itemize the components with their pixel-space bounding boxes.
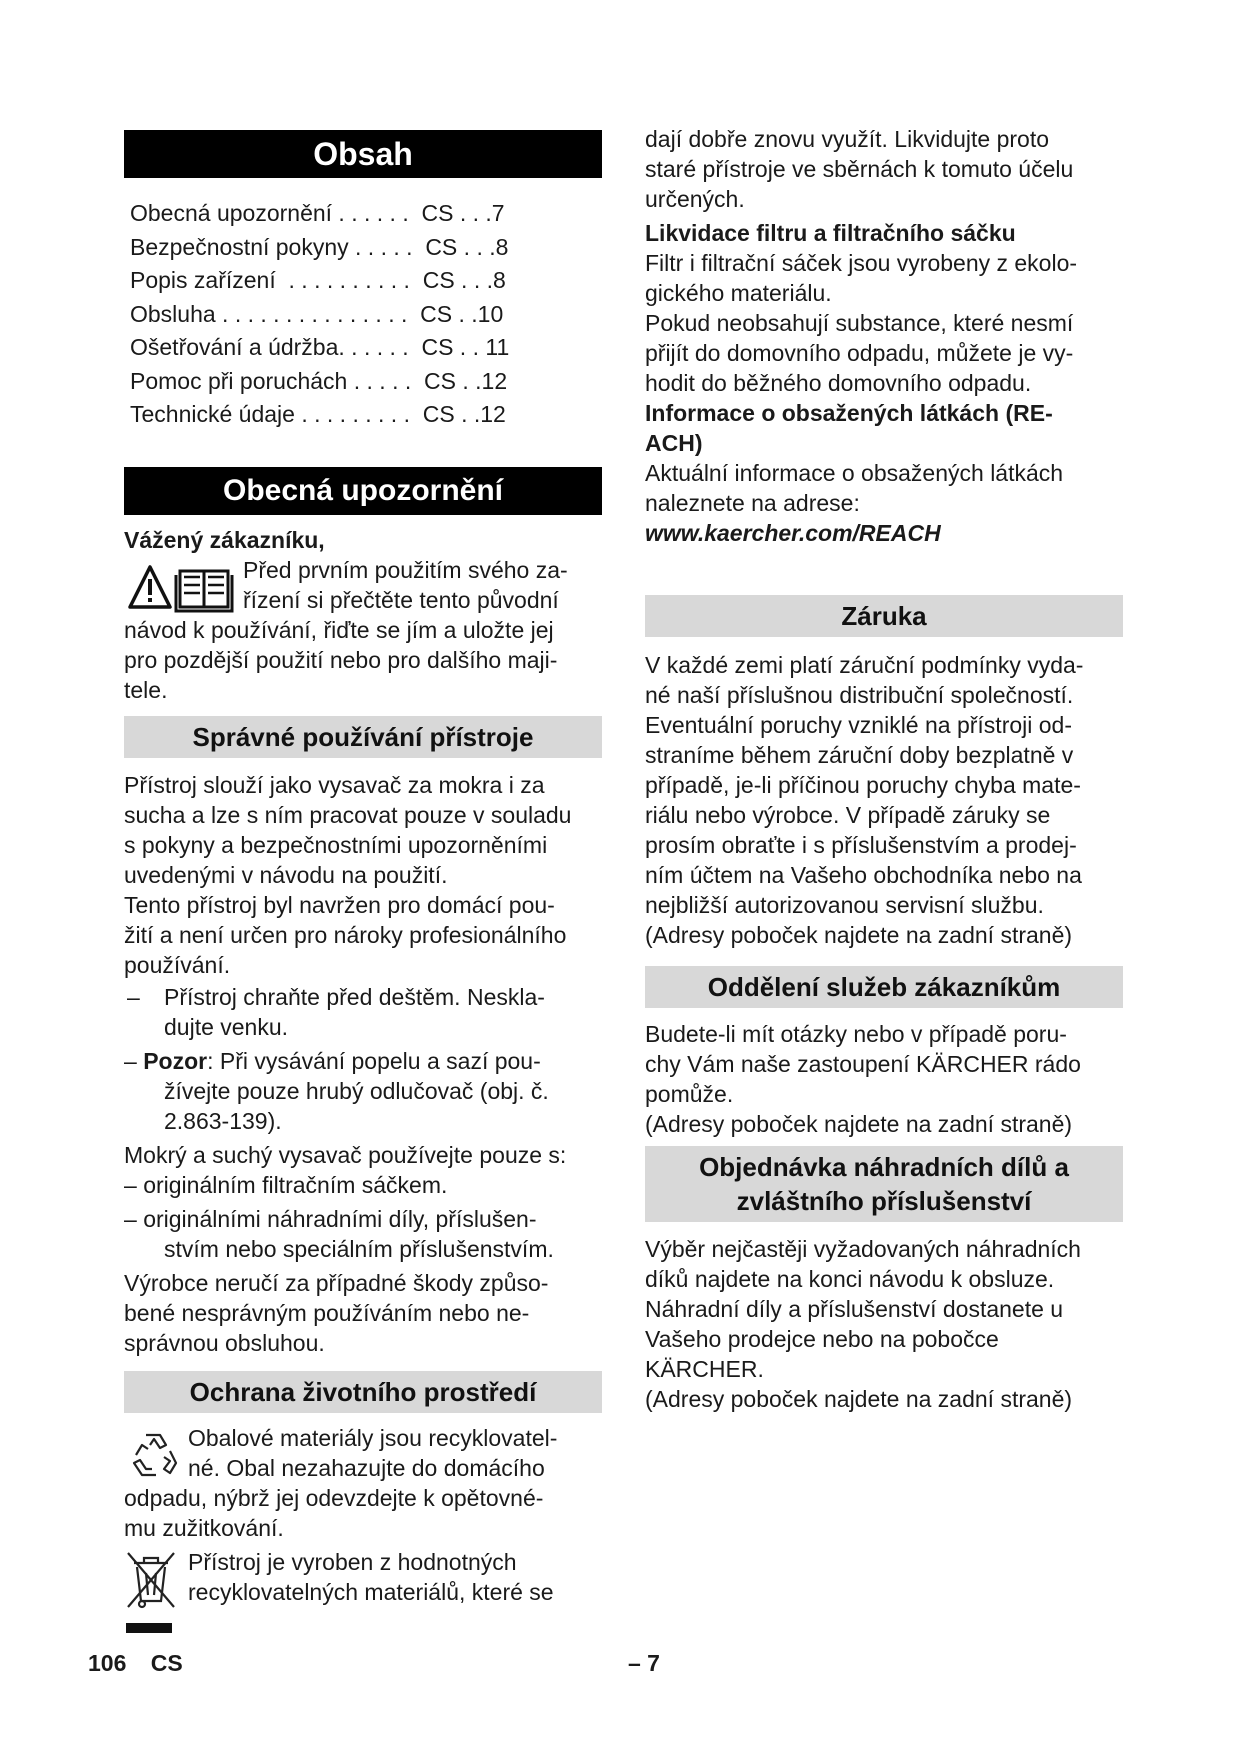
warranty-title: Záruka (841, 601, 927, 631)
subheading: Likvidace filtru a filtračního sáčku (645, 220, 1016, 246)
text-line: (Adresy poboček najdete na zadní straně) (645, 1386, 1073, 1412)
toc-row[interactable]: Obsluha . . . . . . . . . . . . . . . CS . .10 (130, 300, 504, 327)
text-line: Mokrý a suchý vysavač používejte pouze s: (124, 1142, 567, 1168)
text-line: prosím obraťte i s příslušenstvím a prodej- (645, 832, 1077, 858)
toc-row[interactable]: Pomoc při poruchách . . . . . CS . .12 (130, 367, 508, 394)
general-title-bar (124, 467, 602, 515)
dash-bullet: – (124, 1048, 137, 1074)
text-line: 2.863-139). (164, 1108, 282, 1134)
intro-line: Před prvním použitím svého za- (243, 557, 568, 583)
text-line: gického materiálu. (645, 280, 832, 306)
reach-link[interactable]: www.kaercher.com/REACH (645, 520, 941, 546)
text-line: recyklovatelných materiálů, které se (188, 1579, 554, 1605)
environment-title: Ochrana životního prostředí (189, 1377, 537, 1407)
text-line: (Adresy poboček najdete na zadní straně) (645, 922, 1073, 948)
text-line: straníme během záruční doby bezplatně v (645, 742, 1074, 768)
text-line: dujte venku. (164, 1014, 289, 1040)
toc-row[interactable]: Technické údaje . . . . . . . . . CS . .12 (130, 401, 506, 427)
intro-line: tele. (124, 677, 168, 703)
text-line: Náhradní díly a příslušenství dostanete u (645, 1296, 1064, 1322)
proper-use-section (124, 770, 604, 1358)
toc-row[interactable]: Popis zařízení . . . . . . . . . . CS . . .8 (130, 267, 506, 293)
text-line: originálními náhradními díly, příslušen- (143, 1206, 537, 1232)
dash-bullet: – (127, 984, 140, 1010)
intro-line: pro pozdější použití nebo pro dalšího maji- (124, 647, 558, 673)
list-item (124, 1046, 604, 1136)
dash-bullet: – (124, 1172, 137, 1198)
text-line: né. Obal nezahazujte do domácího (188, 1455, 545, 1481)
section-page-number: – 7 (628, 1650, 660, 1676)
parts-section (645, 1234, 1125, 1414)
general-section (124, 525, 604, 705)
parts-title-line: zvláštního příslušenství (736, 1186, 1032, 1216)
environment-section (124, 1423, 604, 1637)
text-line: s pokyny a bezpečnostními upozorněními (124, 832, 548, 858)
text-line: nejbližší autorizovanou servisní službu. (645, 892, 1044, 918)
text-line: Aktuální informace o obsažených látkách (645, 460, 1064, 486)
warranty-title-bar (645, 595, 1123, 637)
text-line: bené nesprávným používáním nebo ne- (124, 1300, 530, 1326)
list-item (124, 982, 604, 1042)
text-line: Výrobce neručí za případné škody způso- (124, 1270, 549, 1296)
text-line: Výběr nejčastěji vyžadovaných náhradních (645, 1236, 1081, 1262)
text-line: Vašeho prodejce nebo na pobočce (645, 1326, 999, 1352)
proper-use-title-bar (124, 716, 602, 758)
recycle-icon (126, 1429, 180, 1481)
text-line: ním účtem na Vašeho obchodníka nebo na (645, 862, 1082, 888)
service-section (645, 1019, 1125, 1139)
text-line: Přístroj je vyroben z hodnotných (188, 1549, 517, 1575)
text-line: mu zužitkování. (124, 1515, 284, 1541)
text-line: staré přístroje ve sběrnách k tomuto účelu (645, 156, 1074, 182)
general-title: Obecná upozornění (222, 474, 504, 507)
text-line: Obalové materiály jsou recyklovatel- (188, 1425, 558, 1451)
text-line: uvedenými v návodu na použití. (124, 862, 448, 888)
toc-title-bar (124, 130, 602, 178)
text-line: díků najdete na konci návodu k obsluze. (645, 1266, 1055, 1292)
toc-row[interactable]: Obecná upozornění . . . . . . CS . . .7 (130, 200, 505, 226)
toc-row[interactable]: Ošetřování a údržba. . . . . . CS . . 11 (130, 334, 510, 360)
text-line: Přístroj chraňte před deštěm. Neskla- (164, 984, 545, 1010)
language-code: CS (150, 1650, 183, 1676)
text-line: naleznete na adrese: (645, 490, 860, 516)
dash-bullet: – (124, 1206, 137, 1232)
text-line: žívejte pouze hrubý odlučovač (obj. č. (164, 1078, 549, 1104)
toc-title: Obsah (313, 136, 413, 172)
text-line: pomůže. (645, 1081, 734, 1107)
text-line: používání. (124, 952, 231, 978)
footer-left (88, 1648, 183, 1678)
intro-line: návod k používání, řiďte se jím a uložte jej (124, 617, 554, 643)
warning-manual-icon (128, 563, 234, 615)
list-item (124, 1170, 604, 1200)
service-title-bar (645, 966, 1123, 1008)
page-number: 106 (88, 1650, 127, 1676)
text-line: (Adresy poboček najdete na zadní straně) (645, 1111, 1073, 1137)
text-line: Budete-li mít otázky nebo v případě poru- (645, 1021, 1067, 1047)
intro-line: řízení si přečtěte tento původní (243, 587, 559, 613)
text-line: sucha a lze s ním pracovat pouze v souladu (124, 802, 572, 828)
subheading: Informace o obsažených látkách (RE- (645, 400, 1053, 426)
list-item (124, 1204, 604, 1264)
text-line: riálu nebo výrobce. V případě záruky se (645, 802, 1051, 828)
text-line: V každé zemi platí záruční podmínky vyda- (645, 652, 1084, 678)
parts-title-bar (645, 1146, 1123, 1222)
text-line: Eventuální poruchy vzniklé na přístroji od- (645, 712, 1072, 738)
text-line: hodit do běžného domovního odpadu. (645, 370, 1032, 396)
toc-row[interactable]: Bezpečnostní pokyny . . . . . CS . . .8 (130, 233, 509, 260)
greeting: Vážený zákazníku, (124, 527, 325, 553)
text-line: KÄRCHER. (645, 1356, 764, 1382)
text-line: stvím nebo speciálním příslušenstvím. (164, 1236, 554, 1262)
warning-label: Pozor (143, 1048, 208, 1074)
text-line: případě, je-li příčinou poruchy chyba mate- (645, 772, 1081, 798)
text-line: přijít do domovního odpadu, můžete je vy- (645, 340, 1074, 366)
environment-title-bar (124, 1371, 602, 1413)
text-line: chy Vám naše zastoupení KÄRCHER rádo (645, 1051, 1081, 1077)
subheading: ACH) (645, 430, 703, 456)
service-title: Oddělení služeb zákazníkům (707, 972, 1061, 1002)
text-line: určených. (645, 186, 745, 212)
text-line: žití a není určen pro nároky profesionálního (124, 922, 567, 948)
text-line: originálním filtračním sáčkem. (143, 1172, 448, 1198)
text-line: : Při vysávání popelu a sazí pou- (207, 1048, 541, 1074)
footer-center (628, 1648, 660, 1678)
text-line: Přístroj slouží jako vysavač za mokra i za (124, 772, 545, 798)
crossed-bin-icon (124, 1549, 178, 1635)
text-line: odpadu, nýbrž jej odevzdejte k opětovné- (124, 1485, 544, 1511)
text-line: Tento přístroj byl navržen pro domácí pou- (124, 892, 555, 918)
disposal-section (645, 124, 1125, 548)
parts-title-line: Objednávka náhradních dílů a (699, 1152, 1069, 1182)
text-line: dají dobře znovu využít. Likvidujte proto (645, 126, 1050, 152)
text-line: né naší příslušnou distribuční společností. (645, 682, 1074, 708)
text-line: Filtr i filtrační sáček jsou vyrobeny z ekolo- (645, 250, 1078, 276)
table-of-contents (130, 197, 570, 432)
text-line: Pokud neobsahují substance, které nesmí (645, 310, 1074, 336)
text-line: správnou obsluhou. (124, 1330, 325, 1356)
warranty-section (645, 650, 1125, 950)
proper-use-title: Správné používání přístroje (192, 722, 534, 752)
